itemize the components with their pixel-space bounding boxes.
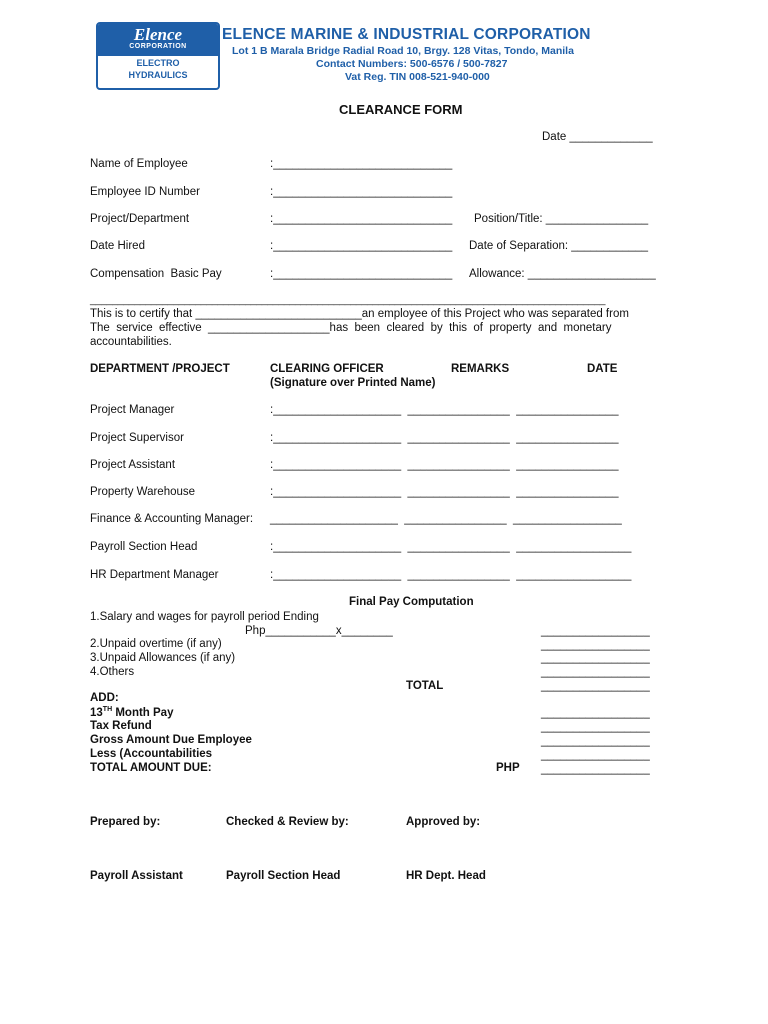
amount-line-overtime[interactable]: _________________ xyxy=(541,639,650,651)
others: 4.Others xyxy=(90,666,135,678)
certify-line3: accountabilities. xyxy=(90,336,172,348)
gross-label: Gross Amount Due Employee xyxy=(90,734,252,746)
certify-line1: This is to certify that __________________________an employee of this Project who was separated from xyxy=(90,308,629,320)
amount-line-gross[interactable]: _________________ xyxy=(541,735,650,747)
dept-row-label: HR Department Manager xyxy=(90,569,219,581)
less-label: Less (Accountabilities xyxy=(90,748,213,760)
header-date: DATE xyxy=(587,363,618,375)
amount-line-less[interactable]: _________________ xyxy=(541,749,650,761)
amount-line-salary[interactable]: _________________ xyxy=(541,625,650,637)
certify-line2: The service effective ___________________has been cleared by this of property and monetary xyxy=(90,322,612,334)
total-due-label: TOTAL AMOUNT DUE: xyxy=(90,762,212,774)
php-label: PHP xyxy=(496,762,520,774)
amount-line-total[interactable]: _________________ xyxy=(541,680,650,692)
field-hired-line[interactable]: :____________________________ xyxy=(270,240,453,252)
company-name: ELENCE MARINE & INDUSTRIAL CORPORATION xyxy=(222,26,591,43)
field-allowance[interactable]: Allowance: ____________________ xyxy=(469,268,656,280)
amount-line-total-due[interactable]: _________________ xyxy=(541,763,650,775)
dept-row-lines[interactable]: :____________________ ________________ ________________ xyxy=(270,486,619,498)
dept-row-label: Payroll Section Head xyxy=(90,541,198,553)
certify-rule: _____________________________________________________________________________________________ xyxy=(90,294,606,306)
add-label: ADD: xyxy=(90,692,119,704)
amount-line-others[interactable]: _________________ xyxy=(541,666,650,678)
company-logo xyxy=(96,22,220,90)
hr-head-label: HR Dept. Head xyxy=(406,870,486,882)
logo-line2: HYDRAULICS xyxy=(128,70,188,80)
header-remarks: REMARKS xyxy=(451,363,510,375)
dept-row-label: Project Manager xyxy=(90,404,175,416)
amount-line-13th[interactable]: _________________ xyxy=(541,707,650,719)
company-vat: Vat Reg. TIN 008-521-940-000 xyxy=(345,71,490,83)
field-project-line[interactable]: :____________________________ xyxy=(270,213,453,225)
field-separation[interactable]: Date of Separation: ____________ xyxy=(469,240,649,252)
header-officer-sub: (Signature over Printed Name) xyxy=(270,377,436,389)
dept-row-label: Finance & Accounting Manager: xyxy=(90,513,254,525)
logo-brand: Elence xyxy=(133,25,183,44)
field-position[interactable]: Position/Title: ________________ xyxy=(474,213,649,225)
dept-row-lines[interactable]: :____________________ ________________ __________________ xyxy=(270,541,632,553)
field-id-line[interactable]: :____________________________ xyxy=(270,186,453,198)
header-department: DEPARTMENT /PROJECT xyxy=(90,363,230,375)
amount-line-allowances[interactable]: _________________ xyxy=(541,652,650,664)
field-name-label: Name of Employee xyxy=(90,158,188,170)
company-contact: Contact Numbers: 500-6576 / 500-7827 xyxy=(316,58,508,70)
approved-by-label: Approved by: xyxy=(406,816,481,828)
dept-row-lines[interactable]: ____________________ ________________ _________________ xyxy=(270,513,622,525)
unpaid-overtime: 2.Unpaid overtime (if any) xyxy=(90,638,222,650)
dept-row-label: Project Supervisor xyxy=(90,432,184,444)
prepared-by-label: Prepared by: xyxy=(90,816,161,828)
tax-refund-label: Tax Refund xyxy=(90,720,152,732)
dept-row-lines[interactable]: :____________________ ________________ ________________ xyxy=(270,404,619,416)
field-project-label: Project/Department xyxy=(90,213,190,225)
field-pay-label: Compensation Basic Pay xyxy=(90,268,222,280)
checked-by-label: Checked & Review by: xyxy=(226,816,349,828)
header-officer: CLEARING OFFICER xyxy=(270,363,384,375)
field-hired-label: Date Hired xyxy=(90,240,145,252)
field-name-line[interactable]: :____________________________ xyxy=(270,158,453,170)
company-address: Lot 1 B Marala Bridge Radial Road 10, Brgy. 128 Vitas, Tondo, Manila xyxy=(232,45,574,57)
logo-corp: CORPORATION xyxy=(129,43,187,50)
dept-row-label: Project Assistant xyxy=(90,459,176,471)
total-label: TOTAL xyxy=(406,680,444,692)
payroll-head-label: Payroll Section Head xyxy=(226,870,341,882)
dept-row-lines[interactable]: :____________________ ________________ ________________ xyxy=(270,459,619,471)
php-calc[interactable]: Php___________x________ xyxy=(245,625,393,637)
field-id-label: Employee ID Number xyxy=(90,186,200,198)
logo-line1: ELECTRO xyxy=(136,58,180,68)
date-field[interactable]: Date _____________ xyxy=(542,131,653,143)
payroll-assistant-label: Payroll Assistant xyxy=(90,870,183,882)
salary-label: 1.Salary and wages for payroll period Ending xyxy=(90,611,319,623)
dept-row-lines[interactable]: :____________________ ________________ ________________ xyxy=(270,432,619,444)
month-pay-label: 13TH Month Pay xyxy=(90,706,174,719)
dept-row-lines[interactable]: :____________________ ________________ __________________ xyxy=(270,569,632,581)
dept-row-label: Property Warehouse xyxy=(90,486,196,498)
unpaid-allowances: 3.Unpaid Allowances (if any) xyxy=(90,652,236,664)
final-pay-title: Final Pay Computation xyxy=(349,596,474,608)
field-pay-line[interactable]: :____________________________ xyxy=(270,268,453,280)
amount-line-tax[interactable]: _________________ xyxy=(541,721,650,733)
form-title: CLEARANCE FORM xyxy=(339,102,463,117)
